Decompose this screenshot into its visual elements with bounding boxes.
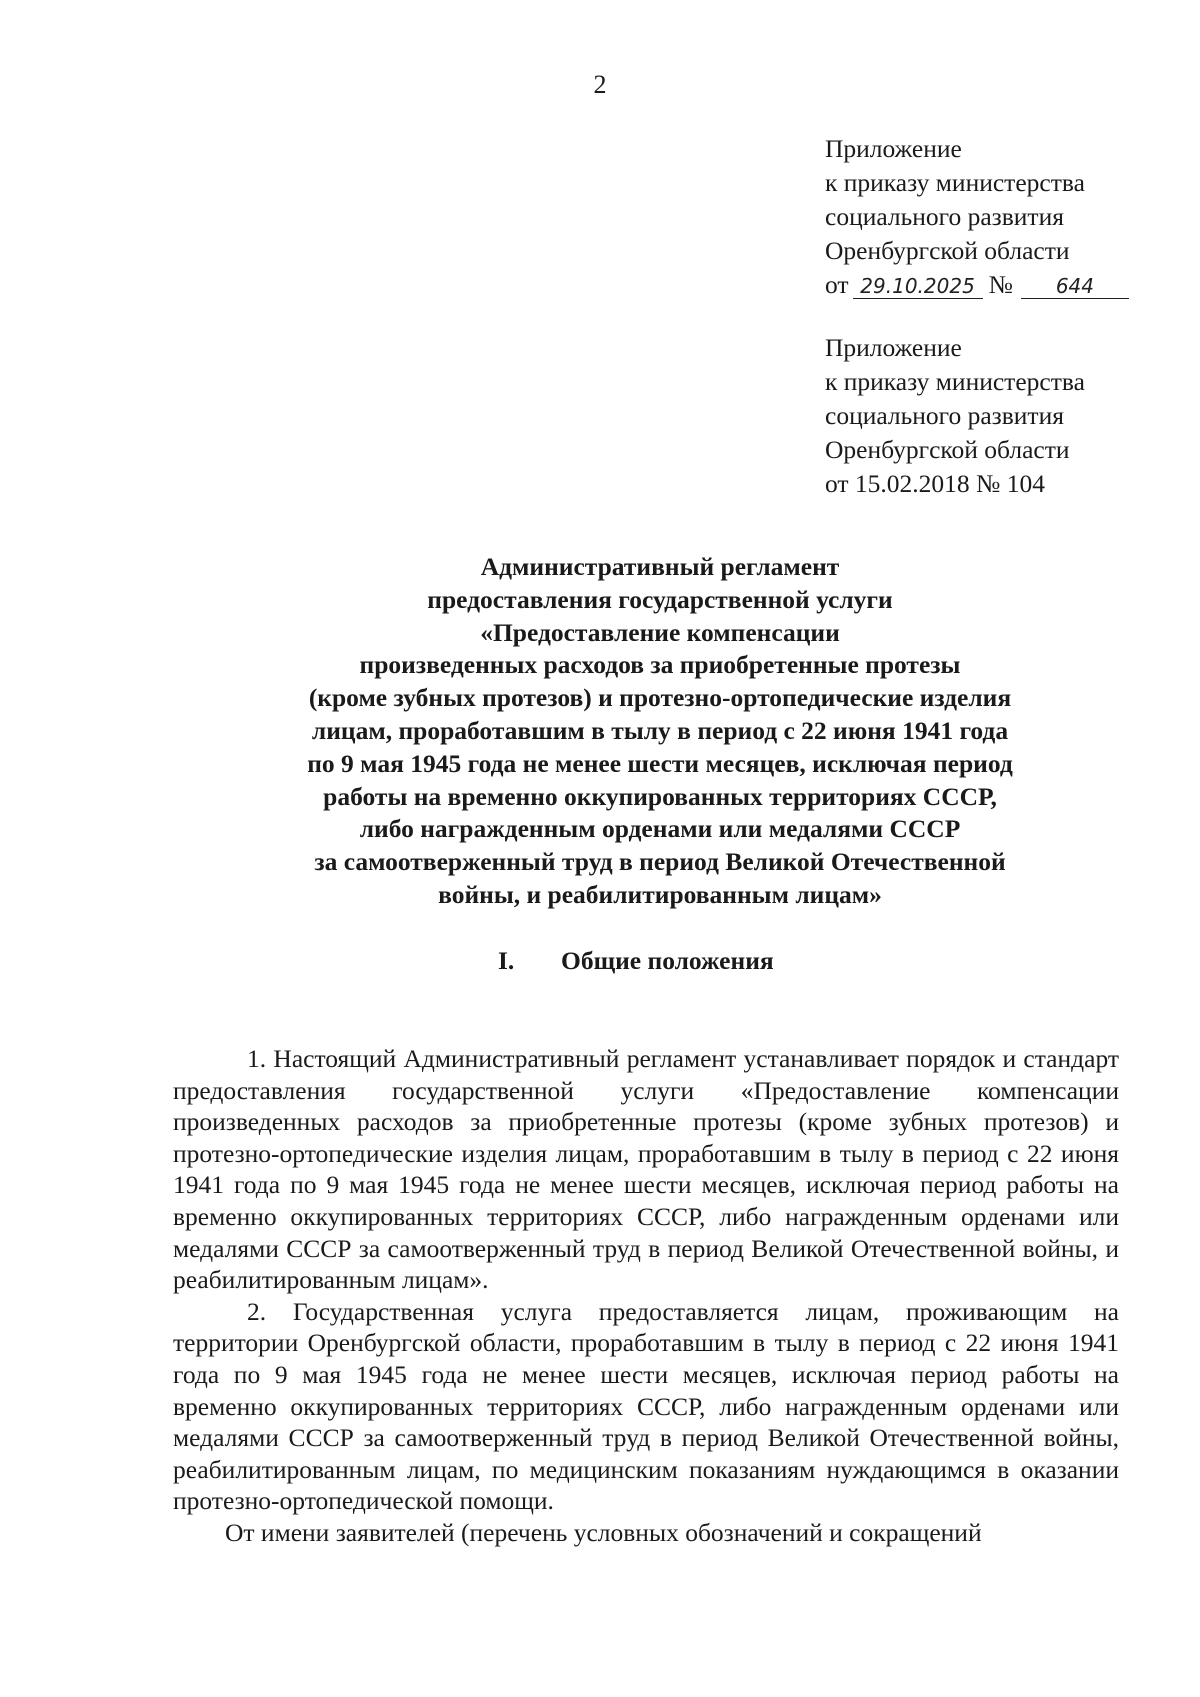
date-prefix: от xyxy=(825,270,849,299)
title-line: работы на временно оккупированных территориях СССР, xyxy=(323,781,997,811)
appendix-line: от 15.02.2018 № 104 xyxy=(825,469,1046,498)
paragraph-1: 1. Настоящий Административный регламент устанавливает порядок и стандарт предоставления государственной услуги «Предоставление компенсации произведенных расходов за приобретенные протезы (кроме зубных протезов) и протезно-ортопедические изделия лицам, проработавшим в тылу в период с 22 июня 1941 года по 9 мая 1945 года не менее шести месяцев, исключая период работы на временно оккупированных территориях СССР, либо награжденным орденами или медалями СССР за самоотверженный труд в период Великой Отечественной войны, и реабилитированным лицам». xyxy=(173,1044,1119,1295)
title-line: за самоотверженный труд в период Великой Отечественной xyxy=(314,847,1006,877)
appendix-block-original xyxy=(825,331,1165,501)
body-text xyxy=(173,1043,1119,1549)
appendix-line: к приказу министерства xyxy=(825,168,1085,197)
title-line: Административный регламент xyxy=(480,552,840,581)
appendix-line: социального развития xyxy=(825,401,1064,430)
title-line: лицам, проработавшим в тылу в период с 22 июня 1941 года xyxy=(311,715,1009,745)
title-line: либо награжденным орденами или медалями СССР xyxy=(359,814,961,844)
appendix-line: Приложение xyxy=(825,134,962,163)
appendix-line: Оренбургской области xyxy=(825,236,1070,265)
title-line: по 9 мая 1945 года не менее шести месяцев, исключая период xyxy=(307,748,1013,778)
appendix-block-current xyxy=(825,132,1165,302)
title-line: войны, и реабилитированным лицам» xyxy=(438,879,882,909)
appendix-line: Оренбургской области xyxy=(825,435,1070,464)
title-line: предоставления государственной услуги xyxy=(427,584,893,614)
paragraph-3: От имени заявителей (перечень условных обозначений и сокращений xyxy=(225,1517,982,1547)
handwritten-date: 29.10.2025 xyxy=(853,274,983,299)
appendix-line: Приложение xyxy=(825,333,962,362)
appendix-line: к приказу министерства xyxy=(825,367,1085,396)
section-number: I. xyxy=(498,946,515,975)
number-label: № xyxy=(988,270,1013,299)
title-line: (кроме зубных протезов) и протезно-ортопедические изделия xyxy=(308,683,1012,713)
paragraph-2: 2. Государственная услуга предоставляется лицам, проживающим на территории Оренбургской области, проработавшим в тылу в период с 22 июня 1941 года по 9 мая 1945 года не менее шести месяцев, исключая период работы на временно оккупированных территориях СССР, либо награжденным орденами или медалями СССР за самоотверженный труд в период Великой Отечественной войны, реабилитированным лицам, по медицинским показаниям нуждающимся в оказании протезно-ортопедической помощи. xyxy=(173,1296,1119,1516)
title-line: произведенных расходов за приобретенные протезы xyxy=(359,650,961,680)
section-title: Общие положения xyxy=(561,946,774,975)
title-line: «Предоставление компенсации xyxy=(480,617,840,647)
document-title xyxy=(150,551,1170,912)
handwritten-number: 644 xyxy=(1021,274,1129,299)
appendix-line: социального развития xyxy=(825,202,1064,231)
page-number: 2 xyxy=(593,70,607,99)
appendix-date-line xyxy=(825,268,1165,302)
